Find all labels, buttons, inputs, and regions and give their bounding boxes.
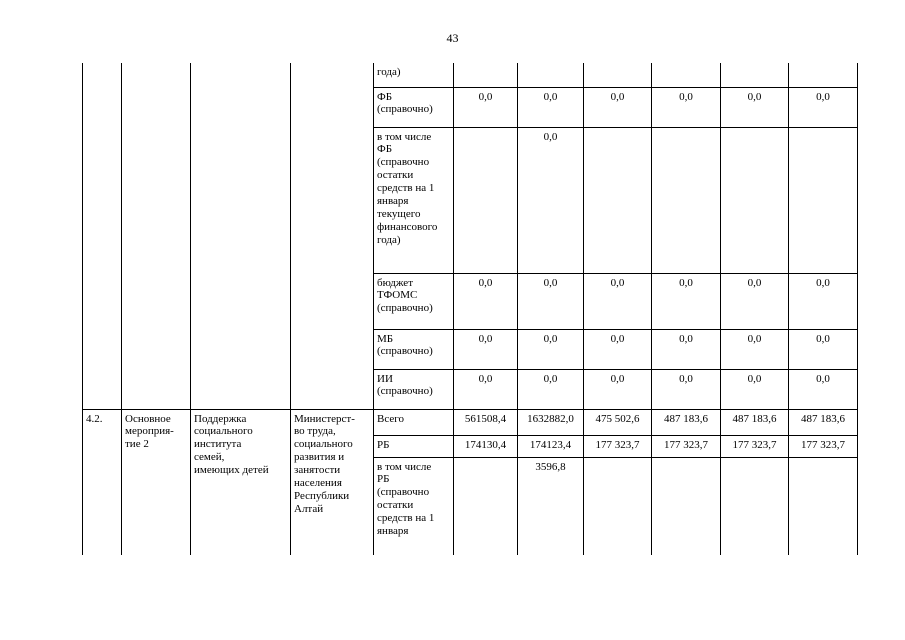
source-cell [374, 369, 454, 409]
cell-line: (справочно) [377, 345, 433, 358]
item-type-cell [122, 409, 191, 555]
value-cell: 561508,4 [454, 409, 518, 435]
item-name-cell [191, 409, 291, 555]
value-cell: 487 183,6 [652, 409, 721, 435]
cell-line: средств на 1 [377, 182, 435, 195]
cell-line: социального [194, 425, 253, 438]
cell-line: занятости [294, 464, 341, 477]
value-cell: 0,0 [584, 87, 652, 127]
value-cell: 0,0 [454, 87, 518, 127]
cell-line: бюджет [377, 276, 413, 289]
value-cell: 177 323,7 [721, 435, 789, 457]
value-cell: 0,0 [454, 369, 518, 409]
value-cell: 3596,8 [518, 457, 584, 555]
value-cell [652, 63, 721, 87]
value-cell: 0,0 [584, 369, 652, 409]
cell-line: Поддержка [194, 412, 247, 425]
cell-line: населения [294, 477, 342, 490]
value-cell: 177 323,7 [789, 435, 858, 457]
page-number: 43 [446, 31, 459, 45]
value-cell: 0,0 [789, 329, 858, 369]
value-cell: 1632882,0 [518, 409, 584, 435]
cell-line: (справочно) [377, 385, 433, 398]
source-cell: Всего [374, 409, 454, 435]
value-cell [454, 457, 518, 555]
cell-line: социального [294, 438, 353, 451]
cell-line: января [377, 195, 409, 208]
source-cell: года) [374, 63, 454, 87]
value-cell: 0,0 [454, 329, 518, 369]
cell-line: в том числе [377, 460, 432, 473]
value-cell: 0,0 [789, 369, 858, 409]
value-cell [789, 63, 858, 87]
value-cell: 0,0 [721, 273, 789, 329]
value-cell [789, 127, 858, 273]
value-cell [789, 457, 858, 555]
value-cell: 0,0 [518, 127, 584, 273]
value-cell: 0,0 [789, 87, 858, 127]
cell-line: РБ [377, 473, 390, 486]
item-number-cell: 4.2. [83, 409, 122, 555]
cell-line: Основное [125, 412, 171, 425]
value-cell [652, 457, 721, 555]
cell-line: мероприя- [125, 425, 174, 438]
budget-table [82, 63, 858, 555]
cell-line: имеющих детей [194, 464, 269, 477]
cell-line: МБ [377, 332, 394, 345]
source-cell [374, 127, 454, 273]
value-cell: 0,0 [652, 369, 721, 409]
value-cell: 177 323,7 [652, 435, 721, 457]
source-cell [374, 329, 454, 369]
cell-line: (справочно [377, 486, 430, 499]
cell-line: тие 2 [125, 438, 149, 451]
item-executor-cell [291, 409, 374, 555]
value-cell [721, 63, 789, 87]
cell-line: ТФОМС [377, 289, 418, 302]
name-cell [191, 63, 291, 409]
number-cell [83, 63, 122, 409]
value-cell: 174123,4 [518, 435, 584, 457]
cell-line: Алтай [294, 503, 324, 516]
value-cell: 0,0 [652, 87, 721, 127]
cell-line: в том числе [377, 130, 432, 143]
executor-cell [291, 63, 374, 409]
source-cell [374, 457, 454, 555]
cell-line: Министерст- [294, 412, 355, 425]
value-cell: 0,0 [584, 273, 652, 329]
value-cell: 177 323,7 [584, 435, 652, 457]
cell-line: развития и [294, 451, 345, 464]
cell-line: средств на 1 [377, 512, 435, 525]
cell-line: во труда, [294, 425, 336, 438]
value-cell [721, 127, 789, 273]
source-cell: РБ [374, 435, 454, 457]
cell-line: ФБ [377, 143, 393, 156]
value-cell [454, 63, 518, 87]
value-cell: 0,0 [584, 329, 652, 369]
type-cell [122, 63, 191, 409]
value-cell [518, 63, 584, 87]
value-cell [721, 457, 789, 555]
cell-line: ИИ [377, 372, 393, 385]
cell-line: остатки [377, 499, 414, 512]
cell-line: остатки [377, 169, 414, 182]
cell-line: текущего [377, 208, 421, 221]
cell-line: финансового [377, 221, 438, 234]
value-cell: 0,0 [518, 273, 584, 329]
cell-line: института [194, 438, 242, 451]
value-cell [584, 63, 652, 87]
value-cell: 0,0 [454, 273, 518, 329]
value-cell: 0,0 [652, 329, 721, 369]
source-cell [374, 273, 454, 329]
value-cell [454, 127, 518, 273]
value-cell: 0,0 [789, 273, 858, 329]
value-cell: 487 183,6 [721, 409, 789, 435]
value-cell: 0,0 [721, 87, 789, 127]
cell-line: января [377, 525, 409, 538]
cell-line: года) [377, 234, 401, 247]
table-row [83, 63, 858, 87]
value-cell: 475 502,6 [584, 409, 652, 435]
value-cell: 174130,4 [454, 435, 518, 457]
value-cell [584, 127, 652, 273]
value-cell [652, 127, 721, 273]
value-cell: 0,0 [721, 369, 789, 409]
value-cell: 487 183,6 [789, 409, 858, 435]
cell-line: (справочно) [377, 302, 433, 315]
source-cell: ФБ (справочно) [374, 87, 454, 127]
value-cell [584, 457, 652, 555]
table-row [83, 409, 858, 435]
value-cell: 0,0 [518, 329, 584, 369]
value-cell: 0,0 [721, 329, 789, 369]
cell-line: (справочно [377, 156, 430, 169]
value-cell: 0,0 [518, 369, 584, 409]
cell-line: семей, [194, 451, 225, 464]
value-cell: 0,0 [652, 273, 721, 329]
value-cell: 0,0 [518, 87, 584, 127]
cell-line: Республики [294, 490, 350, 503]
